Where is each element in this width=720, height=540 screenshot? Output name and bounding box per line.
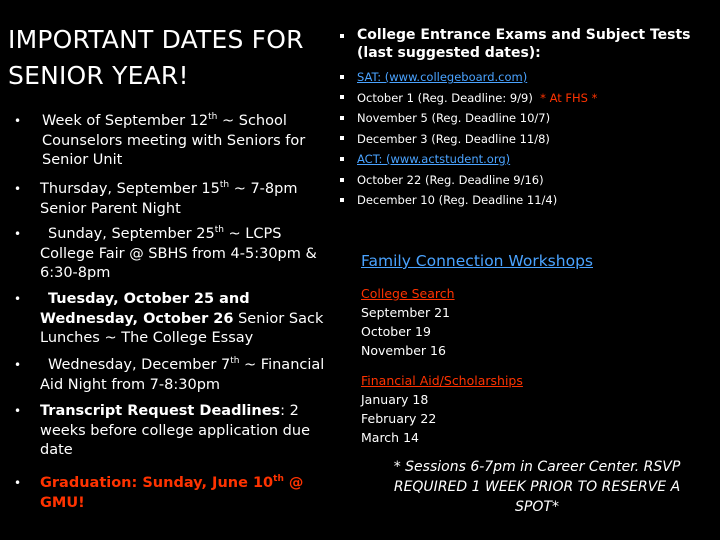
graduation-text: Graduation: Sunday, June 10th @ GMU! <box>40 474 304 511</box>
square-bullet-icon <box>340 157 344 161</box>
list-item: December 10 (Reg. Deadline 11/4) <box>357 193 558 207</box>
sessions-note: * Sessions 6-7pm in Career Center. RSVP REQUIRED 1 WEEK PRIOR TO RESERVE A SPOT* <box>393 459 681 515</box>
square-bullet-icon <box>340 116 344 120</box>
list-item: October 22 (Reg. Deadline 9/16) <box>357 173 544 187</box>
list-item-text: Sunday, September 25th ~ LCPS College Fair @ SBHS from 4-5:30pm & 6:30-8pm <box>40 225 317 281</box>
date-item: January 18 <box>361 392 429 407</box>
bullet-icon: • <box>14 227 22 241</box>
square-bullet-icon <box>340 95 344 99</box>
square-bullet-icon <box>340 136 344 140</box>
bullet-icon: • <box>14 476 22 490</box>
bullet-icon: • <box>14 182 22 196</box>
bullet-icon: • <box>14 404 22 418</box>
square-bullet-icon <box>340 178 344 182</box>
college-search-schedule <box>361 284 561 360</box>
list-item-text: Week of September 12th ~ School Counselors meeting with Seniors for Senior Unit <box>42 112 306 168</box>
sat-link[interactable]: SAT: (www.collegeboard.com) <box>357 70 528 84</box>
date-item: October 19 <box>361 324 431 339</box>
title-line-2: SENIOR YEAR! <box>8 61 189 90</box>
square-bullet-icon <box>340 34 344 38</box>
square-bullet-icon <box>340 198 344 202</box>
financial-aid-link[interactable]: Financial Aid/Scholarships <box>361 373 523 388</box>
square-bullet-icon <box>340 75 344 79</box>
list-item: November 5 (Reg. Deadline 10/7) <box>357 111 551 125</box>
bullet-icon: • <box>14 114 22 128</box>
financial-aid-schedule <box>361 371 561 447</box>
page-title <box>8 22 328 94</box>
list-item: October 1 (Reg. Deadline: 9/9) * At FHS * <box>357 91 598 105</box>
list-item-text: Wednesday, December 7th ~ Financial Aid Night from 7-8:30pm <box>40 356 325 393</box>
date-item: February 22 <box>361 411 437 426</box>
family-connection-workshops-link[interactable]: Family Connection Workshops <box>361 252 593 270</box>
list-item-text: Thursday, September 15th ~ 7-8pm Senior Parent Night <box>40 180 298 217</box>
bullet-icon: • <box>14 358 22 372</box>
list-item-text: Tuesday, October 25 and Wednesday, October 26 Senior Sack Lunches ~ The College Essay <box>40 291 324 346</box>
act-link[interactable]: ACT: (www.actstudent.org) <box>357 152 511 166</box>
date-item: September 21 <box>361 305 450 320</box>
bullet-icon: • <box>14 292 22 306</box>
list-item: December 3 (Reg. Deadline 11/8) <box>357 132 550 146</box>
date-item: March 14 <box>361 430 419 445</box>
at-fhs-note: * At FHS * <box>540 91 598 105</box>
title-line-1: IMPORTANT DATES FOR <box>8 25 304 54</box>
exams-heading: College Entrance Exams and Subject Tests (last suggested dates): <box>357 27 691 61</box>
list-item-text: Transcript Request Deadlines: 2 weeks before college application due date <box>40 403 310 458</box>
college-search-link[interactable]: College Search <box>361 286 455 301</box>
date-item: November 16 <box>361 343 446 358</box>
